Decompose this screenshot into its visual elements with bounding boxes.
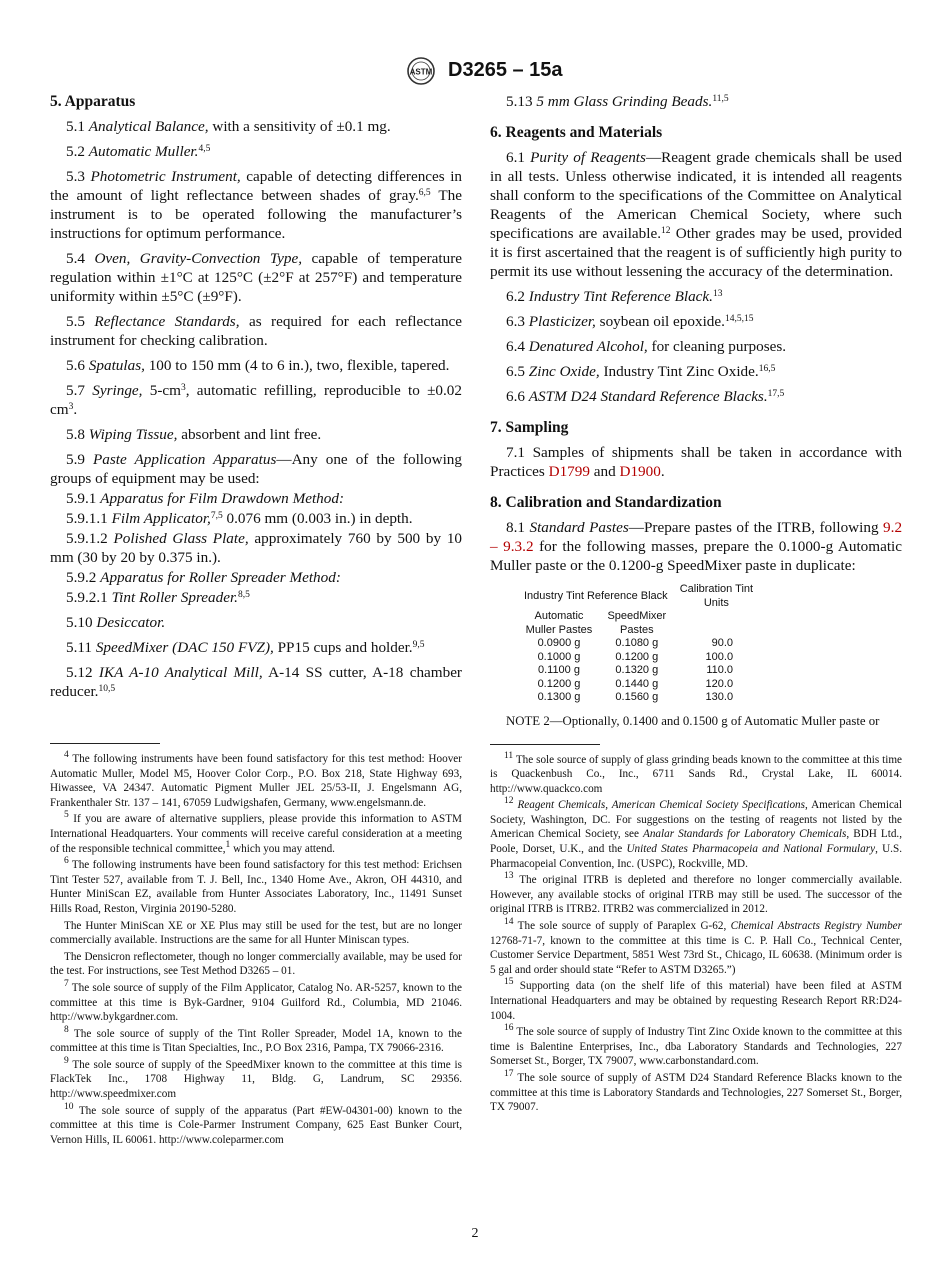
note-2: NOTE 2—Optionally, 0.1400 and 0.1500 g of Automatic Muller paste or (506, 713, 880, 728)
para-5-8: 5.8 Wiping Tissue, absorbent and lint free. (66, 426, 322, 443)
table-row: 0.1200 g 0.1440 g 120.0 (537, 677, 734, 690)
footnote-divider (50, 743, 160, 744)
footnote-12: $^{12}$ Reagent Chemicals, American Chemical Society Specifications, American Chemical Society, Washington, DC. For suggestions on the testing of reagents not listed by the American Chemical Society, see Analar Standards for Laboratory Chemicals, BDH Ltd., Poole, Dorset, U.K., and the United States Pharmacopeia and National Formulary, U.S. Pharmacopeial Convention, Inc. (USPC), Rockville, MD. (490, 796, 903, 870)
section-7-heading: 7. Sampling (490, 419, 569, 436)
section-6-heading: 6. Reagents and Materials (490, 124, 663, 141)
table-row: 0.0900 g 0.1080 g 90.0 (537, 637, 734, 649)
ref-d1900-link[interactable]: D1900 (619, 463, 661, 480)
para-5-9-1-2: 5.9.1.2 Polished Glass Plate, approximately 760 by 500 by 10 mm (30 by 20 by 0.375 in.). (50, 530, 463, 566)
para-5-7: 5.7 Syringe, $5-cm^3$, automatic refilling, reproducible to ±0.02 $cm^3$. (50, 382, 462, 418)
table-col2-header: SpeedMixer Pastes (607, 610, 667, 636)
para-6-3: 6.3 Plasticizer, soybean oil epoxide.$^{14,5,15}$ (506, 313, 754, 330)
para-5-1: 5.1 Analytical Balance, with a sensitivity of ±0.1 mg. (66, 118, 391, 135)
para-5-9-1-1: 5.9.1.1 Film Applicator,$^{7,5}$ 0.076 mm (0.003 in.) in depth. (66, 510, 413, 527)
para-5-3: 5.3 Photometric Instrument, capable of detecting differences in the amount of light reflectance between shades of gray.$^{6,5}$ The instrument is to be operated following the manufacturer’s instructions for optimum performance. (50, 168, 463, 242)
footnote-11: $^{11}$ The sole source of supply of glass grinding beads known to the committee at this time is Quackenbush Co., Inc., 6711 Sands Rd., Crystal Lake, IL 60014. http://www.quackco.com (490, 750, 902, 795)
para-6-2: 6.2 Industry Tint Reference Black.$^{13}$ (506, 288, 723, 305)
table-row: 0.1100 g 0.1320 g 110.0 (537, 664, 734, 676)
para-5-11: 5.11 SpeedMixer (DAC 150 FVZ), PP15 cups and holder.$^{9,5}$ (66, 639, 425, 656)
para-5-9: 5.9 Paste Application Apparatus—Any one of the following groups of equipment may be used: (50, 451, 462, 487)
footnote-6-para-3: The Densicron reflectometer, though no longer commercially available, may be used for the test. For instructions, see Test Method D3265 – 01. (50, 950, 462, 978)
right-footnotes (490, 750, 903, 1115)
table-header-row (518, 583, 759, 610)
footnote-9: $^9$ The sole source of supply of the SpeedMixer known to the committee at this time is FlackTek Inc., 1708 Highway 11, Bldg. G, Landrum, SC 29356. http://www.speedmixer.com (50, 1055, 462, 1101)
para-5-5: 5.5 Reflectance Standards, as required for each reflectance instrument for checking calibration. (50, 313, 463, 349)
footnote-7: $^7$ The sole source of supply of the Film Applicator, Catalog No. AR-5257, known to the committee at this time is Byk-Gardner, 9104 Guilford Rd., Columbia, MD 21046. http://www.bykgardner.com. (50, 978, 462, 1024)
calibration-table (518, 583, 759, 705)
page-number: 2 (471, 1226, 479, 1241)
svg-text:ASTM: ASTM (409, 67, 433, 77)
para-5-4: 5.4 Oven, Gravity-Convection Type, capable of temperature regulation within ±1°C at 125°C (±2°F at 257°F) and temperature uniformity within ±5°C (±9°F). (50, 250, 462, 305)
section-8-heading: 8. Calibration and Standardization (490, 494, 722, 511)
para-7-1: 7.1 Samples of shipments shall be taken in accordance with Practices D1799 and D1900. (490, 444, 902, 480)
left-footnotes (50, 752, 462, 1147)
table-col1-header: Automatic Muller Pastes (525, 610, 593, 636)
para-6-6: 6.6 ASTM D24 Standard Reference Blacks.$^{17,5}$ (506, 388, 785, 405)
table-group-header: Industry Tint Reference Black (524, 589, 668, 602)
footnote-15: $^{15}$ Supporting data (on the shelf life of this material) have been filed at ASTM International Headquarters and may be obtained by requesting Research Report RR:D24-1004. (490, 977, 903, 1022)
para-6-1: 6.1 Purity of Reagents—Reagent grade chemicals shall be used in all tests. Unless otherwise indicated, it is intended all reagents shall conform to the specifications of the Committee on Analytical Reagents of the American Chemical Society, where such specifications are available.$^{12}$ Other grades may be used, provided it is first ascertained that the reagent is of sufficiently high purity to permit its use without lessening the accuracy of the determination. (490, 149, 903, 280)
footnote-13: $^{13}$ The original ITRB is depleted and therefore no longer commercially available. However, any available stocks of original ITRB may still be used. The successor of the original ITRB is ITRB2. ITRB2 was commercialized in 2012. (490, 871, 902, 916)
left-column (50, 92, 462, 1149)
footnote-6: $^6$ The following instruments have been found satisfactory for this test method: Erichsen Tint Tester 527, available from T. J. Bell, Inc., 1340 Home Ave., Akron, OH 44310, and Hunter MiniScan EZ, available from Hunter Associates Laboratory, Inc., 11491 Sunset Hills Road, Reston, Virginia 20190-5280. (50, 856, 462, 915)
right-column (490, 92, 902, 1117)
para-8-1: 8.1 Standard Pastes—Prepare pastes of the ITRB, following 9.2 – 9.3.2 for the following masses, prepare the 0.1000-g Automatic Muller paste or the 0.1200-g SpeedMixer paste in duplicate: (490, 519, 903, 574)
footnote-10: $^{10}$ The sole source of supply of the apparatus (Part #EW-04301-00) known to the committee at this time is Cole-Parmer Instrument Company, 625 East Bunker Court, Vernon Hills, IL 60061. http://www.coleparmer.com (50, 1101, 462, 1146)
ref-d1799-link[interactable]: D1799 (548, 463, 590, 480)
para-5-12: 5.12 IKA A-10 Analytical Mill, A-14 SS cutter, A-18 chamber reducer.$^{10,5}$ (50, 664, 462, 700)
document-designation: D3265 – 15a (448, 59, 563, 81)
astm-logo-icon (401, 56, 441, 86)
para-6-4: 6.4 Denatured Alcohol, for cleaning purposes. (506, 338, 787, 355)
table-units-header: Calibration Tint Units (679, 583, 754, 609)
section-5-heading: 5. Apparatus (50, 93, 136, 110)
footnote-16: $^{16}$ The sole source of supply of Industry Tint Zinc Oxide known to the committee at this time is Balentine Enterprises, Inc., dba Laboratory Standards and Technologies, 227 Somerset St., Borger, TX 79007, www.carbonstandard.com. (490, 1023, 902, 1068)
para-5-10: 5.10 Desiccator. (66, 614, 166, 631)
para-5-6: 5.6 Spatulas, 100 to 150 mm (4 to 6 in.), two, flexible, tapered. (66, 357, 450, 374)
ref-section-9-2-link[interactable]: 9.2 – 9.3.2 (490, 519, 903, 555)
para-6-5: 6.5 Zinc Oxide, Industry Tint Zinc Oxide.$^{16,5}$ (506, 363, 776, 380)
table-row: 0.1300 g 0.1560 g 130.0 (537, 691, 734, 703)
para-5-9-2-1: 5.9.2.1 Tint Roller Spreader.$^{8,5}$ (66, 589, 250, 606)
para-5-9-2: 5.9.2 Apparatus for Roller Spreader Method: (66, 569, 341, 586)
para-5-9-1: 5.9.1 Apparatus for Film Drawdown Method: (66, 490, 345, 507)
page-header (0, 56, 950, 86)
footnote-14: $^{14}$ The sole source of supply of Paraplex G-62, Chemical Abstracts Registry Number 12768-71-7, known to the committee at this time is C. P. Hall Co., Technical Center, Customer Service Department, 5851 West 73rd St., Chicago, IL 60638. (Minimum order is 5 gal and order should state “Refer to ASTM D3265.”) (490, 917, 902, 976)
table-subheader-row (518, 610, 759, 637)
para-5-13: 5.13 5 mm Glass Grinding Beads.$^{11,5}$ (506, 93, 729, 110)
footnote-5: $^5$ If you are aware of alternative suppliers, please provide this information to ASTM International Headquarters. Your comments will receive careful consideration at a meeting of the responsible technical committee,$^1$ which you may attend. (50, 810, 462, 855)
table-row: 0.1000 g 0.1200 g 100.0 (537, 650, 734, 663)
footnote-divider (490, 744, 600, 745)
para-5-2: 5.2 Automatic Muller.$^{4,5}$ (66, 143, 211, 160)
footnote-6-para-2: The Hunter MiniScan XE or XE Plus may still be used for the test, but are no longer commercially available. Instructions are the same for all Hunter Miniscan types. (50, 919, 462, 947)
footnote-17: $^{17}$ The sole source of supply of ASTM D24 Standard Reference Blacks known to the committee at this time is Laboratory Standards and Technologies, 227 Somerset St., Borger, TX 79007. (490, 1068, 902, 1114)
footnote-4: $^4$ The following instruments have been found satisfactory for this test method: Hoover Automatic Muller, Model M5, Hoover Color Corp., P.O. Box 218, State Highway 693, Hiwassee, VA 24347. Automatic Pigment Muller JEL 25/53-II, J. Engelsmann AG, Frankenthaler Str. 137 – 141, 67059 Ludwigshafen, Germany, www.engelsmann.de. (50, 750, 462, 809)
footnote-8: $^8$ The sole source of supply of the Tint Roller Spreader, Model 1A, known to the committee at this time is Titan Specialties, Inc., P.O Box 2316, Pampa, TX 79066-2316. (50, 1024, 462, 1055)
